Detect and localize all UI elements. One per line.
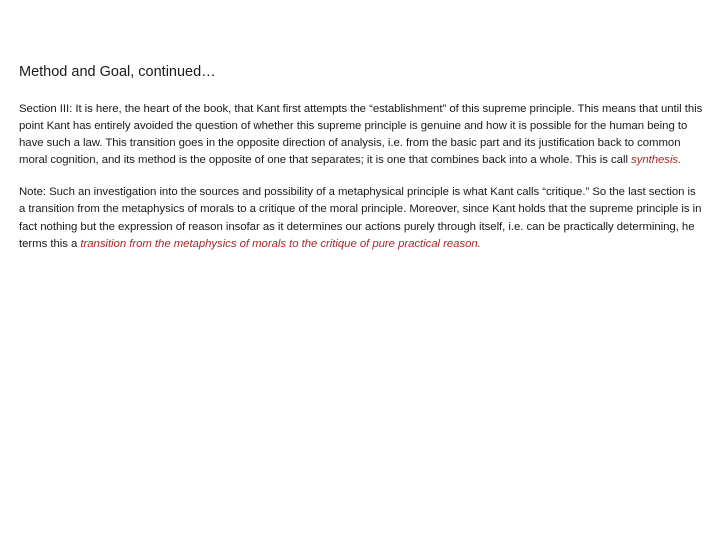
paragraph-section-iii: [19, 101, 705, 169]
emphasis-term: transition from the metaphysics of morals to the critique of pure practical reason: [80, 237, 478, 250]
paragraph-text: Section III: It is here, the heart of the book, that Kant first attempts the “establishment” of this supreme principle. This means that until this point Kant has entirely avoided the question of whether this supreme principle is genuine and how it is possible for the human being to have such a law. This transition goes in the opposite direction of analysis, i.e. from the basic part and its justification back to common moral cognition, and its method is the opposite of one that separates; it is one that combines back into a whole. This is call: [19, 103, 703, 167]
slide-body: [19, 101, 705, 268]
paragraph-tail: .: [477, 237, 481, 250]
slide-title: Method and Goal, continued…: [19, 64, 216, 80]
paragraph-text: Note: Such an investigation into the sources and possibility of a metaphysical principle is what Kant calls “critique.” So the last section is a transition from the metaphysics of morals to a critique of the moral principle. Moreover, since Kant holds that the supreme principle is in fact nothing but the expression of reason insofar as it determines our actions purely through itself, i.e. can be practically determining, he terms this a: [19, 186, 702, 250]
paragraph-note: [19, 184, 705, 252]
paragraph-tail: .: [678, 154, 682, 167]
emphasis-term: synthesis: [631, 154, 679, 167]
